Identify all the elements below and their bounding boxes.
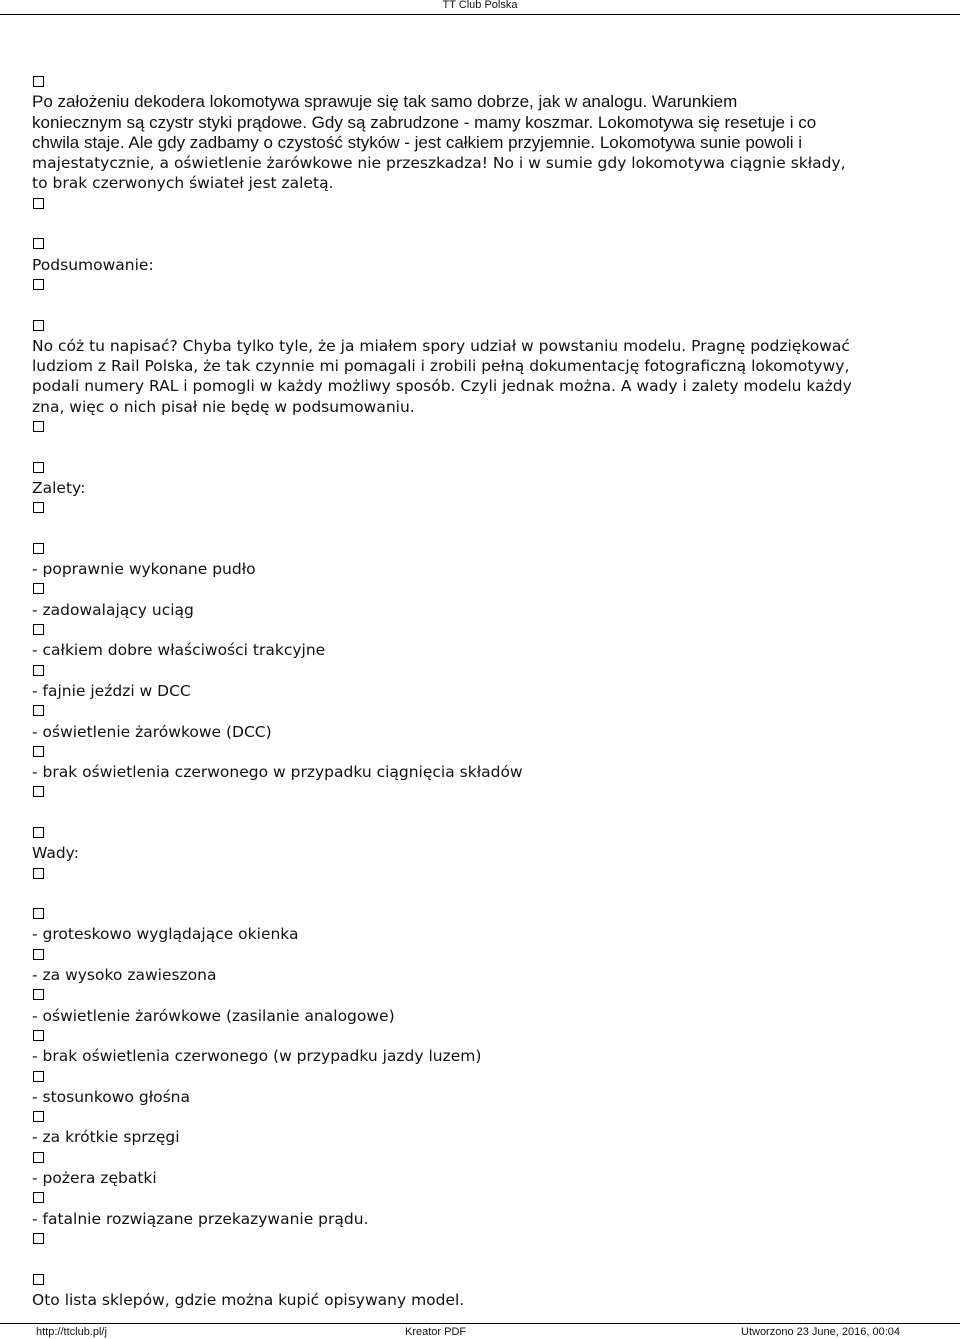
empty-box-icon [33,705,44,716]
checkbox-glyph-row [32,498,932,518]
checkbox-glyph-row [32,539,932,559]
checkbox-glyph-row [32,1026,932,1046]
text-line: No cóż tu napisać? Chyba tylko tyle, że ja miałem spory udział w powstaniu modelu. Pragnę podziękować [32,336,850,355]
checkbox-glyph-row [32,742,932,762]
empty-box-icon [33,462,44,473]
checkbox-glyph-row [32,1270,932,1290]
empty-box-icon [33,1233,44,1244]
empty-box-icon [33,421,44,432]
text-line: Wady: [32,844,79,863]
text-line [32,1249,932,1269]
empty-box-icon [33,198,44,209]
empty-box-icon [33,949,44,960]
empty-box-icon [33,1030,44,1041]
text-line: Zalety: [32,478,86,497]
text-line: - poprawnie wykonane pudło [32,560,256,579]
empty-box-icon [33,908,44,919]
text-line: - groteskowo wyglądające okienka [32,925,299,944]
text-line: - fatalnie rozwiązane przekazywanie prądu. [32,1209,369,1228]
empty-box-icon [33,1274,44,1285]
empty-box-icon [33,1192,44,1203]
site-title: TT Club Polska [442,0,518,11]
checkbox-glyph-row [32,1067,932,1087]
text-line: Po założeniu dekodera lokomotywa sprawuje się tak samo dobrze, jak w analogu. Warunkiem [32,92,738,112]
text-line: - oświetlenie żarówkowe (zasilanie analogowe) [32,1006,395,1025]
checkbox-glyph-row [32,1229,932,1249]
text-line: - brak oświetlenia czerwonego (w przypadku jazdy luzem) [32,1047,482,1066]
empty-box-icon [33,583,44,594]
text-line: - fajnie jeździ w DCC [32,681,191,700]
checkbox-glyph-row [32,194,932,214]
empty-box-icon [33,279,44,290]
checkbox-glyph-row [32,458,932,478]
text-line: podali numery RAL i pomogli w każdy możliwy sposób. Czyli jednak można. A wady i zalety modelu każdy [32,377,852,396]
footer-generator: Kreator PDF [405,1326,467,1338]
empty-box-icon [33,624,44,635]
text-line [32,803,932,823]
checkbox-glyph-row [32,945,932,965]
checkbox-glyph-row [32,417,932,437]
text-line [32,519,932,539]
footer-url[interactable]: http://ttclub.pl/j [36,1326,107,1338]
empty-box-icon [33,827,44,838]
empty-box-icon [33,786,44,797]
text-line: - pożera zębatki [32,1169,157,1188]
text-line: - brak oświetlenia czerwonego w przypadku ciągnięcia składów [32,763,523,782]
empty-box-icon [33,320,44,331]
checkbox-glyph-row [32,234,932,254]
checkbox-glyph-row [32,72,932,92]
empty-box-icon [33,868,44,879]
checkbox-glyph-row [32,985,932,1005]
checkbox-glyph-row [32,864,932,884]
footer-created-date: Utworzono 23 June, 2016, 00:04 [741,1326,901,1338]
checkbox-glyph-row [32,661,932,681]
text-line [32,884,932,904]
checkbox-glyph-row [32,275,932,295]
page-footer [0,1323,960,1339]
empty-box-icon [33,1071,44,1082]
empty-box-icon [33,665,44,676]
empty-box-icon [33,746,44,757]
checkbox-glyph-row [32,1107,932,1127]
page-header [0,0,960,15]
empty-box-icon [33,989,44,1000]
text-line: zna, więc o nich pisał nie będę w podsumowaniu. [32,397,415,416]
text-line: - całkiem dobre właściwości trakcyjne [32,641,326,660]
text-line [32,437,932,457]
empty-box-icon [33,502,44,513]
text-line: Oto lista sklepów, gdzie można kupić opisywany model. [32,1290,465,1309]
empty-box-icon [33,76,44,87]
checkbox-glyph-row [32,823,932,843]
checkbox-glyph-row [32,904,932,924]
text-line [32,214,932,234]
empty-box-icon [33,543,44,554]
checkbox-glyph-row [32,1188,932,1208]
checkbox-glyph-row [32,620,932,640]
text-line: - za wysoko zawieszona [32,966,217,985]
text-line: - zadowalający uciąg [32,600,194,619]
checkbox-glyph-row [32,579,932,599]
text-line: chwila staje. Ale gdy zadbamy o czystość styków - jest całkiem przyjemnie. Lokomotywa sunie powoli i [32,132,803,152]
text-line [32,295,932,315]
empty-box-icon [33,238,44,249]
text-line: to brak czerwonych świateł jest zaletą. [32,174,334,193]
article-body [32,72,932,1310]
text-line: - oświetlenie żarówkowe (DCC) [32,722,272,741]
empty-box-icon [33,1111,44,1122]
empty-box-icon [33,1152,44,1163]
text-line: koniecznym są czystr styki prądowe. Gdy są zabrudzone - mamy koszmar. Lokomotywa się resetuje i co [32,112,817,132]
text-line: Podsumowanie: [32,255,154,274]
checkbox-glyph-row [32,1148,932,1168]
checkbox-glyph-row [32,316,932,336]
checkbox-glyph-row [32,701,932,721]
checkbox-glyph-row [32,782,932,802]
text-line: ludziom z Rail Polska, że tak czynnie mi pomagali i zrobili pełną dokumentację fotograficzną lokomotywy, [32,357,850,376]
text-line: - stosunkowo głośna [32,1087,190,1106]
text-line: majestatycznie, a oświetlenie żarówkowe nie przeszkadza! No i w sumie gdy lokomotywa ciągnie składy, [32,154,846,173]
text-line: - za krótkie sprzęgi [32,1128,180,1147]
